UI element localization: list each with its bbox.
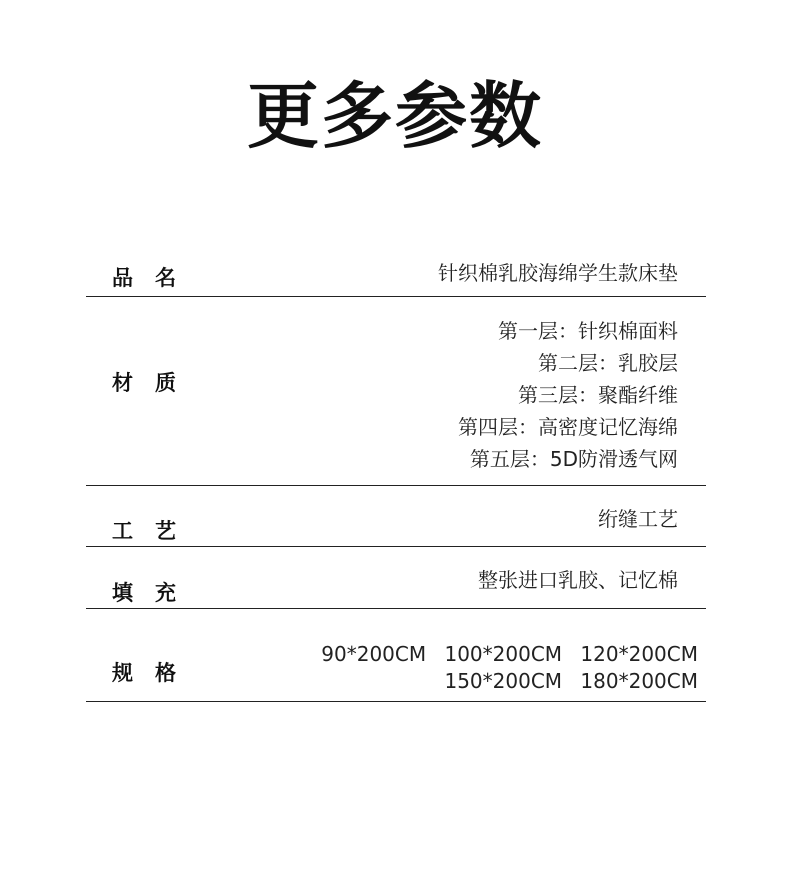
spec-row-name [86, 250, 706, 297]
spec-values-name [438, 257, 678, 289]
spec-label-fill: 填充 [112, 581, 198, 605]
spec-values-material [458, 315, 678, 475]
spec-label-size: 规格 [112, 661, 198, 685]
spec-value-craft: 绗缝工艺 [598, 507, 678, 531]
spec-row-craft [86, 486, 706, 547]
spec-values-size [309, 641, 698, 695]
spec-value-fill: 整张进口乳胶、记忆棉 [478, 568, 678, 592]
spec-values-fill [478, 564, 678, 596]
size-option: 150*200CM [444, 669, 563, 693]
spec-table [86, 250, 706, 702]
size-option: 100*200CM [444, 642, 563, 666]
spec-values-craft [598, 503, 678, 535]
size-line-2 [309, 668, 698, 695]
page-title: 更多参数 [246, 74, 543, 158]
size-option: 90*200CM [321, 642, 427, 666]
spec-row-fill [86, 547, 706, 609]
size-option: 180*200CM [580, 669, 698, 693]
spec-row-material [86, 297, 706, 486]
material-layer-1: 第一层：针织棉面料 [498, 319, 678, 343]
spec-row-size [86, 609, 706, 702]
spec-label-name: 品名 [112, 266, 198, 290]
size-option: 120*200CM [580, 642, 698, 666]
spec-label-craft: 工艺 [112, 519, 198, 543]
material-layer-2: 第二层：乳胶层 [538, 351, 678, 375]
size-line-1 [309, 641, 698, 668]
material-layer-3: 第三层：聚酯纤维 [518, 383, 678, 407]
material-layer-4: 第四层：高密度记忆海绵 [458, 415, 678, 439]
spec-value-name: 针织棉乳胶海绵学生款床垫 [438, 261, 678, 285]
spec-label-material: 材质 [112, 371, 198, 395]
material-layer-5: 第五层：5D防滑透气网 [469, 447, 678, 471]
